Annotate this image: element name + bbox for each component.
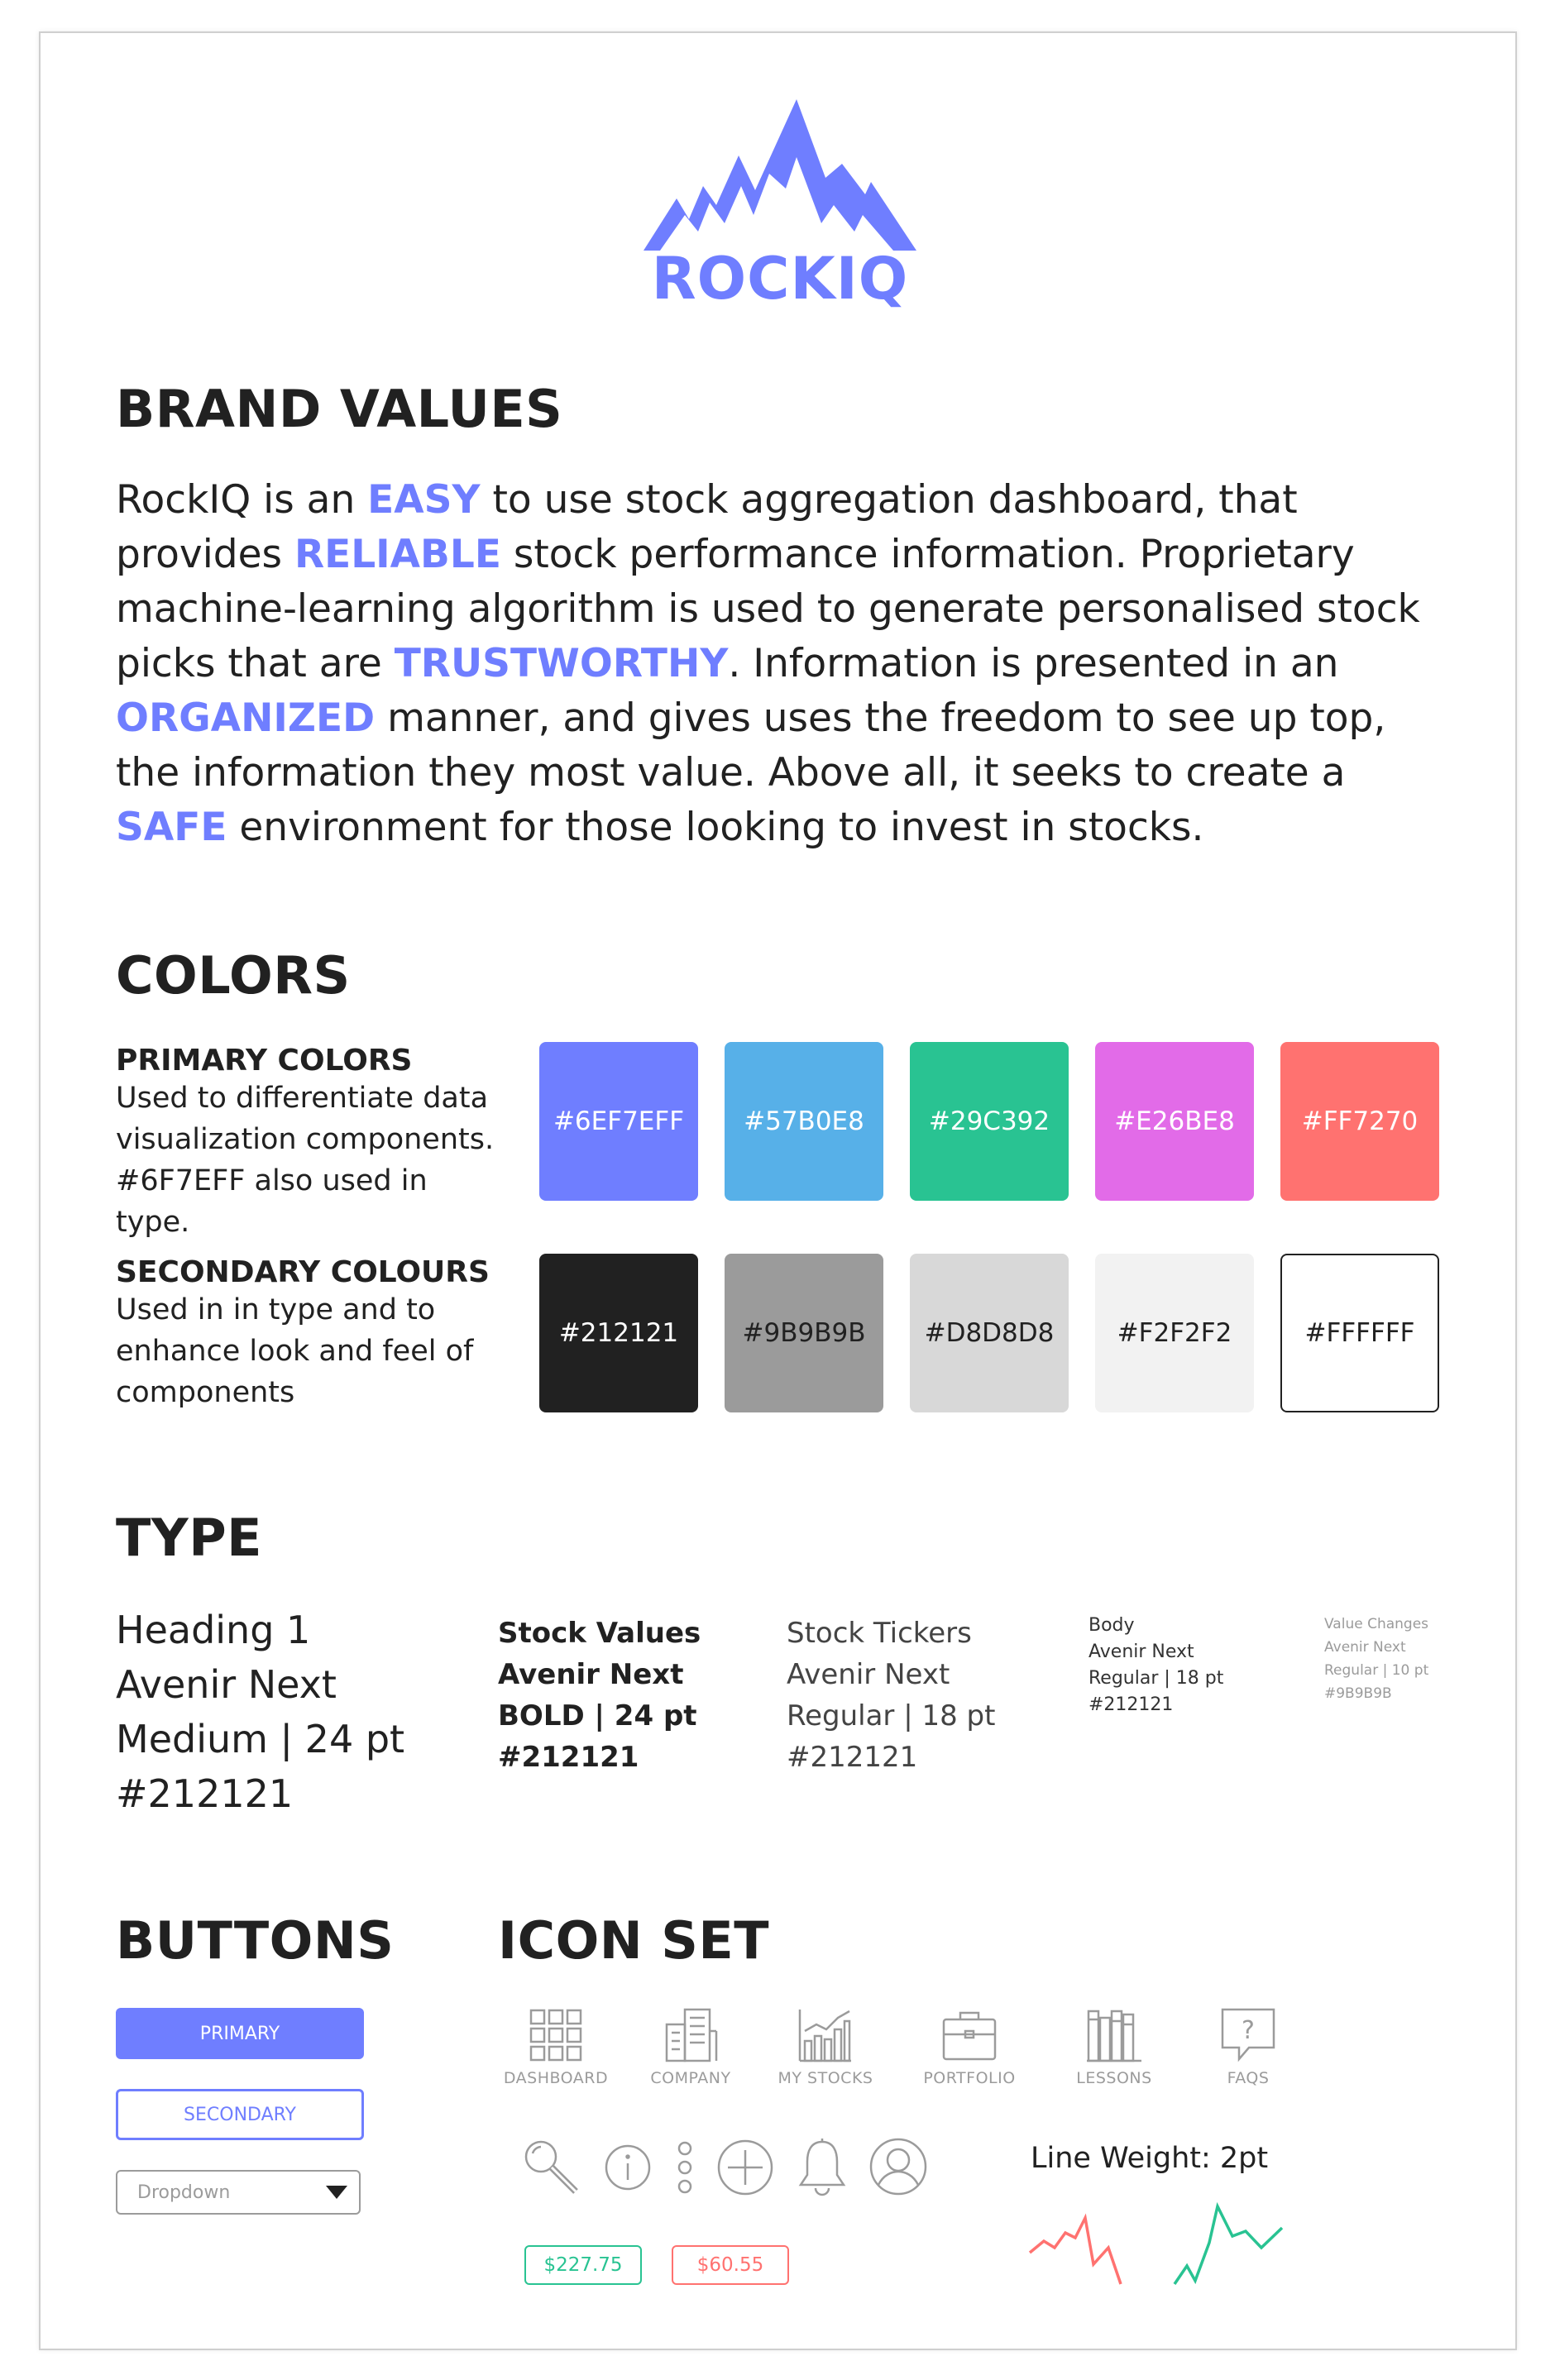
secondary-colors-info (116, 1255, 513, 1413)
type-line: Stock Tickers (787, 1617, 972, 1650)
type-line: Avenir Next (498, 1658, 684, 1691)
color-swatch: #D8D8D8 (910, 1254, 1069, 1412)
icon-label: FAQS (1227, 2069, 1270, 2087)
type-line: BOLD | 24 pt (498, 1699, 697, 1732)
bell-icon[interactable] (796, 2137, 849, 2198)
type-line: Regular | 18 pt (787, 1699, 996, 1732)
icon-set-heading: ICON SET (498, 1910, 770, 1971)
type-line: #212121 (498, 1741, 639, 1774)
icon-portfolio[interactable] (899, 2006, 1040, 2087)
desc-line: Used in in type and to (116, 1293, 436, 1326)
color-swatch: #FF7270 (1280, 1042, 1439, 1201)
type-line: #9B9B9B (1324, 1685, 1392, 1702)
dropdown-label: Dropdown (137, 2182, 231, 2203)
color-swatch: #E26BE8 (1095, 1042, 1254, 1201)
brand-text: to use stock aggregation dashboard, that provides (116, 477, 1298, 577)
sparklines-icon (1026, 2193, 1299, 2292)
buttons-heading: BUTTONS (116, 1910, 395, 1971)
icon-label: COMPANY (650, 2069, 731, 2087)
color-swatch: #FFFFFF (1280, 1254, 1439, 1412)
color-swatch: #6EF7EFF (539, 1042, 698, 1201)
brand-text: stock performance information. Proprietary machine-learning algorithm is used to generate personalised stock picks that are (116, 532, 1420, 686)
desc-line: visualization components. (116, 1123, 495, 1156)
desc-line: Used to differentiate data (116, 1082, 489, 1115)
keyword-reliable: RELIABLE (294, 532, 501, 577)
more-vertical-icon[interactable] (674, 2140, 696, 2195)
desc-line: #6F7EFF also used in type. (116, 1164, 428, 1239)
type-line: Avenir Next (1088, 1642, 1194, 1662)
type-line: Value Changes (1324, 1616, 1429, 1632)
color-swatch: #F2F2F2 (1095, 1254, 1254, 1412)
icon-label: DASHBOARD (503, 2069, 609, 2087)
icon-faqs[interactable] (1178, 2006, 1318, 2087)
type-line: Avenir Next (116, 1662, 337, 1707)
stocks-chart-icon (797, 2006, 854, 2064)
line-weight-label: Line Weight: 2pt (1031, 2142, 1269, 2175)
type-line: #212121 (1088, 1694, 1174, 1715)
caret-down-icon (326, 2186, 347, 2199)
faq-chat-icon (1219, 2006, 1277, 2064)
type-line: Regular | 10 pt (1324, 1662, 1429, 1679)
type-value-changes-spec (1324, 1613, 1428, 1705)
type-line: Regular | 18 pt (1088, 1668, 1224, 1689)
icon-dashboard[interactable] (486, 2006, 626, 2087)
svg-text:?: ? (1242, 2016, 1255, 2045)
primary-colors-info (116, 1044, 505, 1243)
brand-values-paragraph (116, 473, 1456, 855)
brand-text: . Information is presented in an (728, 641, 1339, 686)
briefcase-icon (940, 2006, 998, 2064)
icon-my-stocks[interactable] (755, 2006, 896, 2087)
primary-colors-desc (116, 1078, 505, 1243)
keyword-organized: ORGANIZED (116, 695, 376, 741)
logo-wordmark: ROCKIQ (651, 245, 909, 313)
primary-colors-title: PRIMARY COLORS (116, 1044, 413, 1078)
add-circle-icon[interactable] (716, 2139, 774, 2196)
price-tag-down: $60.55 (672, 2245, 789, 2285)
color-swatch: #212121 (539, 1254, 698, 1412)
primary-button[interactable]: PRIMARY (116, 2008, 364, 2059)
dropdown-select[interactable] (116, 2170, 361, 2215)
icon-label: LESSONS (1076, 2069, 1152, 2087)
keyword-trustworthy: TRUSTWORTHY (394, 641, 729, 686)
icon-label: MY STOCKS (778, 2069, 873, 2087)
colors-heading: COLORS (116, 945, 351, 1006)
company-building-icon (662, 2006, 720, 2064)
desc-line: components (116, 1376, 295, 1409)
keyword-safe: SAFE (116, 805, 227, 850)
color-swatch: #9B9B9B (725, 1254, 883, 1412)
type-stock-values-spec (498, 1613, 701, 1778)
brand-values-heading: BRAND VALUES (116, 379, 563, 439)
user-profile-icon[interactable] (868, 2137, 928, 2196)
secondary-colors-title: SECONDARY COLOURS (116, 1255, 490, 1289)
keyword-easy: EASY (367, 477, 481, 523)
price-tag-up: $227.75 (524, 2245, 642, 2285)
type-line: Avenir Next (787, 1658, 950, 1691)
type-heading: TYPE (116, 1508, 262, 1568)
type-line: Heading 1 (116, 1608, 311, 1652)
sparkline-up (1175, 2206, 1282, 2284)
brand-text: environment for those looking to invest in stocks. (227, 805, 1204, 850)
books-icon (1085, 2006, 1143, 2064)
color-swatch: #29C392 (910, 1042, 1069, 1201)
type-line: #212121 (787, 1741, 918, 1774)
brand-text: manner, and gives uses the freedom to see up top, the information they most value. Above all, it seeks to create a (116, 695, 1386, 796)
secondary-button[interactable]: SECONDARY (116, 2089, 364, 2140)
type-line: Body (1088, 1615, 1135, 1636)
info-icon[interactable] (604, 2143, 652, 2191)
dashboard-icon (527, 2006, 585, 2064)
color-swatch: #57B0E8 (725, 1042, 883, 1201)
type-body-spec (1088, 1613, 1223, 1718)
mountain-logo-icon (644, 99, 916, 256)
icon-label: PORTFOLIO (923, 2069, 1016, 2087)
type-line: Stock Values (498, 1617, 701, 1650)
brand-text: RockIQ is an (116, 477, 368, 523)
type-line: Avenir Next (1324, 1639, 1406, 1656)
secondary-colors-desc (116, 1289, 513, 1413)
desc-line: enhance look and feel of (116, 1335, 474, 1368)
type-line: #212121 (116, 1771, 294, 1816)
type-line: Medium | 24 pt (116, 1717, 405, 1761)
icon-company[interactable] (620, 2006, 761, 2087)
search-icon[interactable] (521, 2137, 581, 2196)
type-heading1-spec (116, 1603, 404, 1821)
sparkline-down (1030, 2218, 1121, 2284)
icon-lessons[interactable] (1044, 2006, 1184, 2087)
type-stock-tickers-spec (787, 1613, 995, 1778)
